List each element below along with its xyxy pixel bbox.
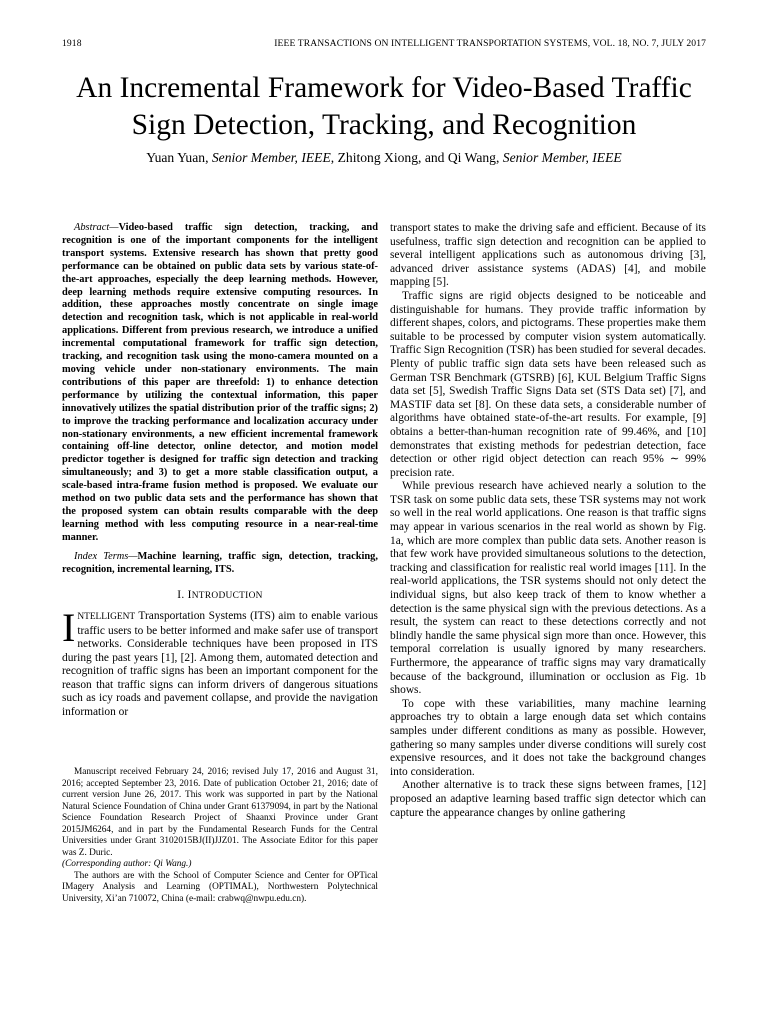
page-number: 1918 xyxy=(62,38,82,49)
section-name: NTRODUCTION xyxy=(191,591,263,602)
section-numeral: I. I xyxy=(177,589,192,602)
drop-cap-rest: NTELLIGENT xyxy=(77,612,136,623)
footnote-affiliation: The authors are with the School of Computer Science and Center for OPTical IMagery Analysis and Learning (OPTIMAL), Northwestern Polytechnical University, Xi’an 710072, China (e-mail: crabwq@nwpu.edu.cn). xyxy=(62,870,378,904)
section-heading-introduction xyxy=(62,589,378,604)
abstract-label: Abstract— xyxy=(74,222,119,233)
author-list xyxy=(30,150,738,166)
intro-paragraph-1 xyxy=(62,605,378,719)
title-line-2: Sign Detection, Tracking, and Recognition xyxy=(131,109,637,141)
abstract-text: Video-based traffic sign detection, tracking, and recognition is one of the important components for the intelligent transport systems. Extensive research has shown that pretty good performance can be obtained on public data sets by various state-of-the-art approaches, especially the deep learning methods. However, deep learning methods require extensive computing resources. In addition, these approaches mostly concentrate on single image detection and recognition task, which is not applicable in real-world applications. Different from previous research, we introduce a unified incremental computational framework for traffic sign detection, tracking, and recognition task using the mono-camera mounted on a moving vehicle under non-stationary environments. The main contributions of this paper are threefold: 1) to enhance detection performance by utilizing the contextual information, this paper innovatively utilizes the spatial distribution prior of the traffic signs; 2) to improve the tracking performance and localization accuracy under non-stationary environments, a new efficient incremental framework containing off-line detector, online detector, and motion model predictor together is designed for traffic sign detection and tracking simultaneously; and 3) to get a more stable classification output, a scale-based intra-frame fusion method is proposed. We evaluate our method on two public data sets and the performance has shown that the proposed system can obtain results comparable with the deep learning method with less computing resource in a near-real-time manner. xyxy=(62,222,378,543)
footnote xyxy=(62,767,378,905)
right-paragraph-3: While previous research have achieved nearly a solution to the TSR task on some public data sets, these TSR systems may not work so well in the real world applications. One reason is that traffic signs may appear in various scenarios in the real world as shown by Fig. 1a, which are more complex than public data sets. Another reason is that few work have provided simultaneous solutions to the detection, tracking and classification for realistic real world images [11]. In the real-world applications, the TSR systems should not only detect the individual signs, but also keep track of them to know whether a detection is the same physical sign with the previous detections. As a result, the system can react to these detections correctly and not blindly handle the same physical sign more than once. However, this temporal correlation is usually ignored by many researchers. Furthermore, the appearance of traffic signs may vary dramatically because of the background, illumination or occlusion as Fig. 1b shows. xyxy=(390,480,706,697)
right-paragraph-4: To cope with these variabilities, many machine learning approaches try to obtain a large enough data set which contains samples under different conditions as many as possible. However, gathering so many samples under diverse conditions will surely cost expensive resources, and it does not take the background changes into consideration. xyxy=(390,697,706,778)
author-2-names: , Zhitong Xiong, and Qi Wang, xyxy=(330,150,500,165)
footnote-corresponding xyxy=(62,859,378,871)
footnote-manuscript: Manuscript received February 24, 2016; revised July 17, 2016 and August 31, 2016; accepted September 23, 2016. Date of publication October 21, 2016; date of current version June 26, 2017. This work was supported in part by the National Natural Science Foundation of China under Grant 61379094, in part by the National Science Foundation Research Project of Shaanxi Province under Grant 2015JM6264, and in part by the Fundamental Research Funds for the Central Universities under Grant 3102015BJ(II)JJZ01. The Associate Editor for this paper was Z. Duric. xyxy=(62,767,378,858)
left-column xyxy=(62,222,378,719)
author-1-name: Yuan Yuan, xyxy=(146,150,209,165)
index-terms-label: Index Terms— xyxy=(74,550,138,562)
right-paragraph-5: Another alternative is to track these signs between frames, [12] proposed an adaptive learning based traffic sign detector which can capture the appearance changes by online gathering xyxy=(390,779,706,819)
running-header xyxy=(62,38,706,52)
journal-name: IEEE TRANSACTIONS ON INTELLIGENT TRANSPORTATION SYSTEMS, VOL. 18, NO. 7, JULY 2017 xyxy=(274,38,706,49)
abstract xyxy=(62,222,378,545)
paper-title xyxy=(30,70,738,144)
title-line-1: An Incremental Framework for Video-Based Traffic xyxy=(76,72,692,104)
right-column xyxy=(390,222,706,820)
drop-cap: I xyxy=(62,605,76,651)
author-3-role: Senior Member, IEEE xyxy=(502,150,622,165)
intro-paragraph-1-text: Transportation Systems (ITS) aim to enable various traffic users to be better informed and make safer use of transport networks. Considerable techniques have been proposed in ITS during the past years [1], [2]. Among them, automated detection and recognition of traffic signs has been an important component for the reason that traffic signs can inform drivers of dangerous situations such as icy roads and pavement collapse, and provide the navigation information or xyxy=(62,610,378,718)
index-terms-text: Machine learning, traffic sign, detection, tracking, recognition, incremental learning, ITS. xyxy=(62,550,378,575)
right-paragraph-1: transport states to make the driving safe and efficient. Because of its usefulness, traffic sign detection and recognition can be applied to several intelligent applications such as autonomous driving [3], advanced driver assistance systems (ADAS) [4], and mobile mapping [5]. xyxy=(390,222,706,289)
corresponding-author: (Corresponding author: Qi Wang.) xyxy=(62,859,192,869)
author-1-role: Senior Member, IEEE xyxy=(211,150,331,165)
right-paragraph-2: Traffic signs are rigid objects designed to be noticeable and distinguishable for humans. They provide traffic information by different shapes, colors, and pictograms. These properties make them suitable to be processed by computer vision system automatically. Traffic Sign Recognition (TSR) has been studied for several decades. Plenty of public traffic sign data sets have been released such as German TSR Benchmark (GTSRB) [6], KUL Belgium Traffic Signs data set [5], Swedish Traffic Signs Data set (STS Data set) [7], and MASTIF data set [8]. On these data sets, a considerable number of algorithms have obtained state-of-the-art results. For example, [9] obtains a better-than-human recognition rate of 99.46%, and [10] demonstrates that existing methods for pedestrian detection, face detection or other rigid object detection can reach 95% ∼ 99% precision rate. xyxy=(390,289,706,479)
index-terms xyxy=(62,551,378,577)
